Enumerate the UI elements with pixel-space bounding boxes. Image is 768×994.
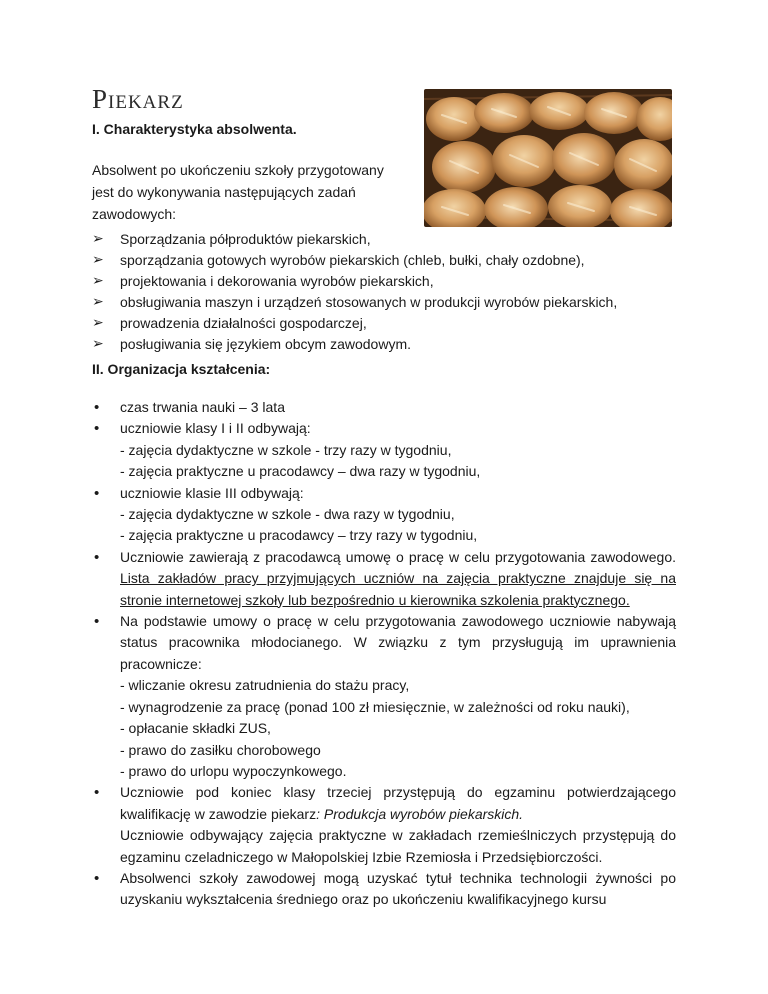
list-item: ➢ posługiwania się językiem obcym zawodowym.	[92, 334, 617, 355]
section-heading-organization: II. Organizacja kształcenia:	[92, 361, 271, 377]
employer-list-note: Lista zakładów pracy przyjmujących uczniów na zajęcia praktyczne znajduje się na stronie internetowej szkoły lub bezpośrednio u kierownika szkolenia praktycznego.	[120, 570, 676, 608]
bread-photo	[424, 89, 672, 227]
task-list	[92, 229, 617, 355]
list-item: • czas trwania nauki – 3 lata	[92, 397, 676, 418]
list-item: ➢ obsługiwania maszyn i urządzeń stosowanych w produkcji wyrobów piekarskich,	[92, 292, 617, 313]
intro-paragraph: Absolwent po ukończeniu szkoły przygotowany jest do wykonywania następujących zadań zawodowych:	[92, 162, 384, 222]
section-heading-characteristics: I. Charakterystyka absolwenta.	[92, 121, 297, 137]
list-item: ➢ Sporządzania półproduktów piekarskich,	[92, 229, 617, 250]
qualification-name: : Produkcja wyrobów piekarskich.	[316, 805, 524, 822]
page-title: Piekarz	[92, 84, 184, 114]
list-item: ➢ sporządzania gotowych wyrobów piekarskich (chleb, bułki, chały ozdobne),	[92, 250, 617, 271]
list-item: • Uczniowie pod koniec klasy trzeciej przystępują do egzaminu potwierdzającego kwalifikację w zawodzie piekarz: Produkcja wyrobów piekarskich. Uczniowie odbywający zajęcia praktyczne w zakładach rzemieślniczych przystępują do egzaminu czeladniczego w Małopolskiej Izbie Rzemiosła i Przedsiębiorczości.	[92, 782, 676, 868]
list-item: • uczniowie klasie III odbywają: - zajęcia dydaktyczne w szkole - dwa razy w tygodniu, - zajęcia praktyczne u pracodawcy – trzy razy w tygodniu,	[92, 483, 676, 547]
list-item: ➢ prowadzenia działalności gospodarczej,	[92, 313, 617, 334]
organization-list	[92, 397, 676, 911]
list-item: • Na podstawie umowy o pracę w celu przygotowania zawodowego uczniowie nabywają status pracownika młodocianego. W związku z tym przysługują im uprawnienia pracownicze: - wliczanie okresu zatrudnienia do stażu pracy, - wynagrodzenie za pracę (ponad 100 zł miesięcznie, w zależności od roku nauki), - opłacanie składki ZUS, - prawo do zasiłku chorobowego - prawo do urlopu wypoczynkowego.	[92, 611, 676, 782]
list-item: ➢ projektowania i dekorowania wyrobów piekarskich,	[92, 271, 617, 292]
list-item: • Absolwenci szkoły zawodowej mogą uzyskać tytuł technika technologii żywności po uzyskaniu wykształcenia średniego oraz po ukończeniu kwalifikacyjnego kursu	[92, 868, 676, 911]
list-item: • Uczniowie zawierają z pracodawcą umowę o pracę w celu przygotowania zawodowego. Lista zakładów pracy przyjmujących uczniów na zajęcia praktyczne znajduje się na stronie internetowej szkoły lub bezpośrednio u kierownika szkolenia praktycznego.	[92, 547, 676, 611]
list-item: • uczniowie klasy I i II odbywają: - zajęcia dydaktyczne w szkole - trzy razy w tygodniu, - zajęcia praktyczne u pracodawcy – dwa razy w tygodniu,	[92, 418, 676, 482]
